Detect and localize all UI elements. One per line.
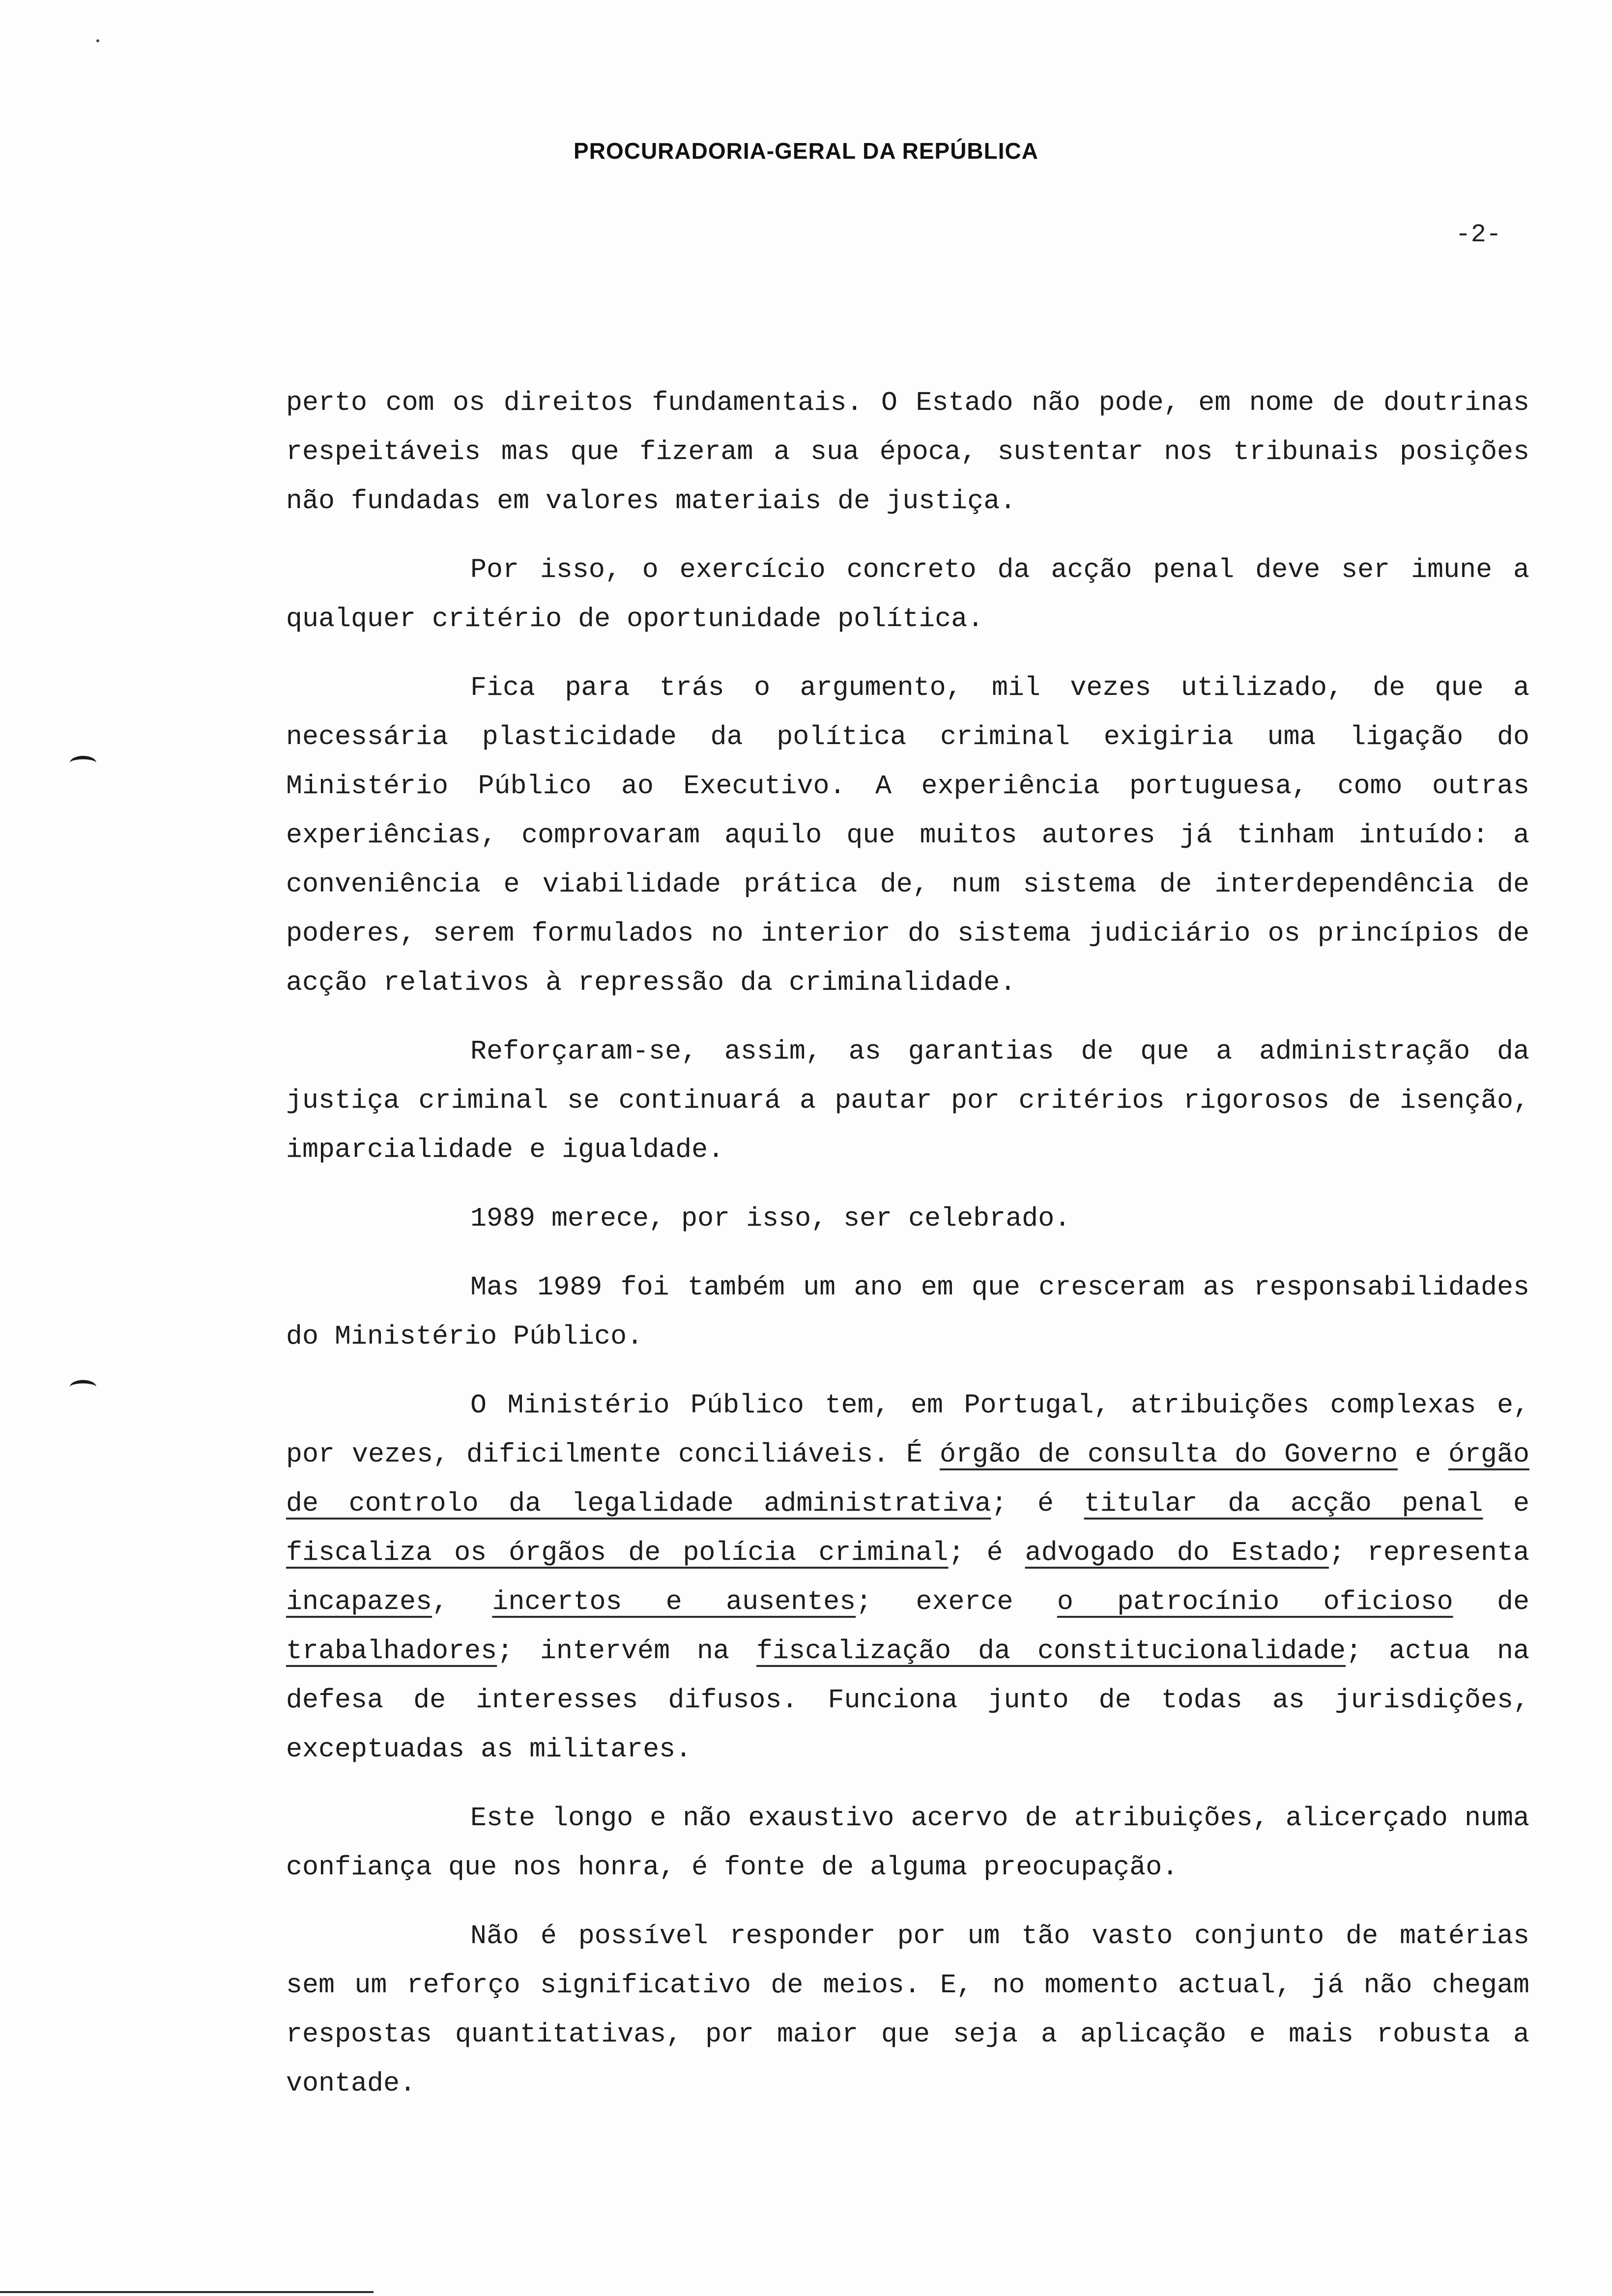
body-paragraph (286, 663, 1529, 1007)
underlined-phrase: o patrocínio oficioso (1057, 1586, 1453, 1617)
underlined-phrase: titular da acção penal (1084, 1488, 1483, 1519)
underlined-phrase: fiscaliza os órgãos de polícia criminal (286, 1537, 949, 1568)
paragraph-text: ; representa (1328, 1537, 1529, 1568)
body-paragraph (286, 1263, 1529, 1361)
paragraph-text: , (432, 1586, 492, 1617)
body-paragraph (286, 1912, 1529, 2108)
paragraph-text: ; intervém na (497, 1636, 756, 1666)
paragraph-text: O Ministério Público tem, em Portugal, atribuições complexas e, por vezes, dificilmente conciliáveis. É (286, 1390, 1529, 1470)
paragraph-text: 1989 merece, por isso, ser celebrado. (470, 1203, 1071, 1234)
body-paragraph (286, 1194, 1529, 1243)
underlined-phrase: incertos e ausentes (492, 1586, 856, 1617)
underlined-phrase: fiscalização da constitucionalidade (756, 1636, 1346, 1666)
body-paragraph (286, 378, 1529, 526)
body-paragraph (286, 1027, 1529, 1175)
margin-punch-mark (70, 756, 96, 770)
paragraph-text: e (1483, 1488, 1530, 1519)
paragraph-text: ; actua na defesa de interesses difusos. Funciona junto de todas as jurisdições, exceptuadas as militares. (286, 1636, 1529, 1765)
underlined-phrase: advogado do Estado (1025, 1537, 1329, 1568)
paragraph-text: Fica para trás o argumento, mil vezes utilizado, de que a necessária plasticidade da política criminal exigiria uma ligação do Ministério Público ao Executivo. A experiência portuguesa, como outras experiências, comprovaram aquilo que muitos autores já tinham intuído: a conveniência e viabilidade prática de, num sistema de interdependência de poderes, serem formulados no interior do sistema judiciário os princípios de acção relativos à repressão da criminalidade. (286, 672, 1529, 998)
document-body (286, 378, 1529, 2128)
underlined-phrase: incapazes (286, 1586, 432, 1617)
paragraph-text: perto com os direitos fundamentais. O Estado não pode, em nome de doutrinas respeitáveis mas que fizeram a sua época, sustentar nos tribunais posições não fundadas em valores materiais de justiça. (286, 387, 1529, 517)
paragraph-text: de (1453, 1586, 1529, 1617)
page-bottom-edge (0, 2291, 374, 2293)
paragraph-text: ; é (991, 1488, 1084, 1519)
scan-speck (96, 39, 99, 42)
paragraph-text: Não é possível responder por um tão vasto conjunto de matérias sem um reforço significativo de meios. E, no momento actual, já não chegam respostas quantitativas, por maior que seja a aplicação e mais robusta a vontade. (286, 1921, 1529, 2099)
body-paragraph (286, 1381, 1529, 1774)
paragraph-text: e (1398, 1439, 1448, 1470)
margin-punch-mark (70, 1380, 96, 1394)
body-paragraph (286, 1794, 1529, 1892)
underlined-phrase: órgão de consulta do Governo (940, 1439, 1398, 1470)
body-paragraph (286, 545, 1529, 644)
paragraph-text: ; exerce (856, 1586, 1057, 1617)
page-number: -2- (1455, 220, 1501, 249)
paragraph-text: Este longo e não exaustivo acervo de atribuições, alicerçado numa confiança que nos honra, é fonte de alguma preocupação. (286, 1803, 1529, 1883)
letterhead-organization: PROCURADORIA-GERAL DA REPÚBLICA (574, 138, 1038, 164)
underlined-phrase: órgão de controlo da legalidade administrativa (286, 1439, 1529, 1519)
paragraph-text: Mas 1989 foi também um ano em que cresceram as responsabilidades do Ministério Público. (286, 1272, 1529, 1352)
paragraph-text: Por isso, o exercício concreto da acção penal deve ser imune a qualquer critério de oportunidade política. (286, 554, 1529, 634)
paragraph-text: Reforçaram-se, assim, as garantias de que a administração da justiça criminal se continuará a pautar por critérios rigorosos de isenção, imparcialidade e igualdade. (286, 1036, 1529, 1165)
paragraph-text: ; é (948, 1537, 1025, 1568)
underlined-phrase: trabalhadores (286, 1636, 497, 1666)
